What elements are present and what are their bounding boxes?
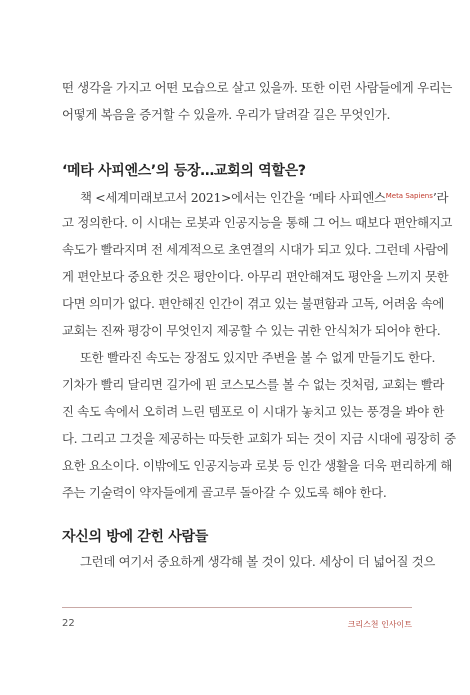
body-text-line: 고 정의한다. 이 시대는 로봇과 인공지능을 통해 그 어느 때보다 편안해지고 [62, 215, 453, 230]
body-text-line: 속도가 빨라지며 전 세계적으로 초연결의 시대가 되고 있다. 그런데 사람에 [62, 242, 449, 257]
body-text-line: 요한 요소이다. 이밖에도 인공지능과 로봇 등 인간 생활을 더욱 편리하게 해 [62, 458, 453, 473]
body-text-line: 또한 빨라진 속도는 장점도 있지만 주변을 볼 수 없게 만들기도 한다. [80, 350, 436, 365]
footer-divider [62, 607, 412, 608]
body-text-line [80, 188, 449, 206]
body-text-line: 게 편안보다 중요한 것은 평안이다. 아무리 편안해져도 평안을 느끼지 못한 [62, 269, 449, 284]
body-text-line: 다면 의미가 없다. 편안해진 인간이 겪고 있는 불편함과 고독, 어려움 속에 [62, 296, 445, 311]
running-title: 크리스천 인사이트 [347, 620, 412, 629]
body-text-segment: 책 <세계미래보고서 2021>에서는 인간을 ‘메타 사피엔스 [80, 190, 386, 205]
superscript-annotation: Meta Sapiens [385, 192, 433, 200]
body-text-line: 어떻게 복음을 증거할 수 있을까. 우리가 달려갈 길은 무엇인가. [62, 107, 391, 122]
body-text-line: 교회는 진짜 평강이 무엇인지 제공할 수 있는 귀한 안식처가 되어야 한다. [62, 323, 441, 338]
section-heading: ‘메타 사피엔스’의 등장…교회의 역할은? [62, 163, 306, 179]
body-text-line: 주는 기술력이 약자들에게 골고루 돌아갈 수 있도록 해야 한다. [62, 485, 387, 500]
body-text-segment: ’라 [432, 190, 449, 205]
body-text-line: 진 속도 속에서 오히려 느린 템포로 이 시대가 놓치고 있는 풍경을 봐야 한 [62, 404, 445, 419]
page-number: 22 [62, 618, 75, 629]
body-text-line: 떤 생각을 가지고 어떤 모습으로 살고 있을까. 또한 이런 사람들에게 우리는 [62, 80, 453, 95]
body-text-line: 기차가 빨리 달리면 길가에 핀 코스모스를 볼 수 없는 것처럼, 교회는 빨라 [62, 377, 445, 392]
body-text-line: 그런데 여기서 중요하게 생각해 볼 것이 있다. 세상이 더 넓어질 것으 [80, 554, 436, 569]
body-text-line: 다. 그리고 그것을 제공하는 따듯한 교회가 되는 것이 지금 시대에 굉장히 중 [62, 431, 456, 446]
section-heading: 자신의 방에 갇힌 사람들 [62, 529, 208, 545]
